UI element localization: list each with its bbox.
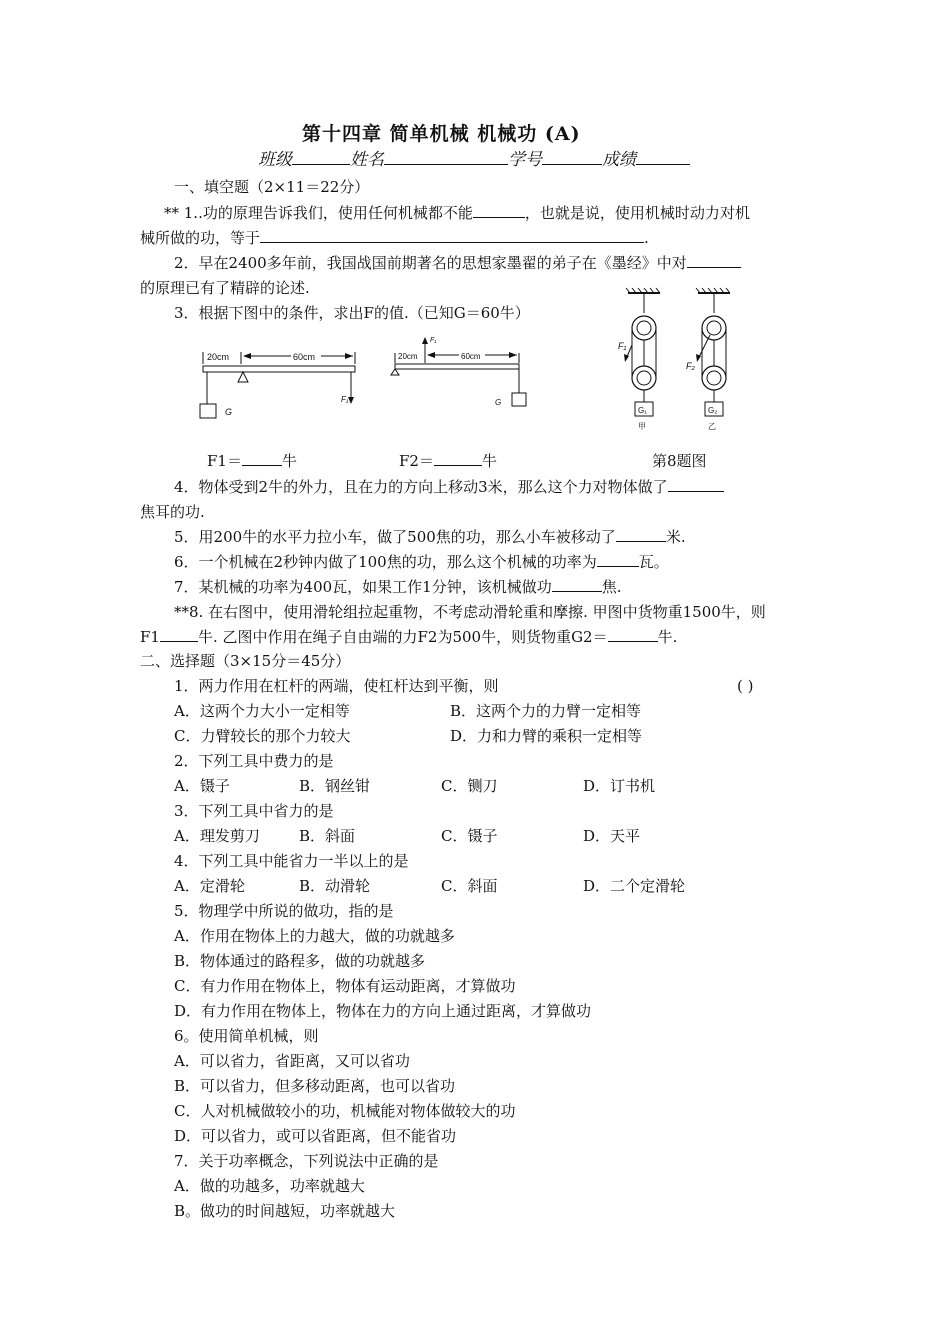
choice-q1-option-b[interactable]: B．这两个力的力臂一定相等 bbox=[450, 702, 642, 720]
fill-q8-line2: F1 牛. 乙图中作用在绳子自由端的力F2为500牛，则货物重G2＝ 牛. bbox=[140, 628, 678, 646]
fill-q4-blank[interactable] bbox=[668, 477, 724, 492]
fig1-weight-label: G bbox=[225, 407, 233, 417]
fig2-force-label: F₁ bbox=[430, 337, 437, 344]
fill-q6-blank[interactable] bbox=[597, 552, 639, 567]
choice-q2-option-c[interactable]: C．铡刀 bbox=[441, 777, 498, 795]
fill-q1-blank1[interactable] bbox=[473, 203, 525, 218]
fill-q1-line1: ** 1..功的原理告诉我们，使用任何机械都不能 ，也就是说，使用机械时动力对机 bbox=[164, 204, 750, 222]
fill-q5: 5．用200牛的水平力拉小车，做了500焦的功，那么小车被移动了 米. bbox=[174, 528, 686, 546]
pulley-f2-label: F₂ bbox=[686, 361, 695, 371]
choice-q3-option-c[interactable]: C．镊子 bbox=[441, 827, 498, 845]
choice-q4-option-d[interactable]: D．二个定滑轮 bbox=[583, 877, 686, 895]
choice-q4-option-b[interactable]: B．动滑轮 bbox=[299, 877, 371, 895]
answer-f1: F1＝ 牛 bbox=[207, 452, 297, 470]
choice-q5-option-b[interactable]: B．物体通过的路程多，做的功就越多 bbox=[174, 952, 426, 970]
choice-q7-stem: 7．关于功率概念，下列说法中正确的是 bbox=[174, 1152, 439, 1170]
choice-q1-bracket[interactable]: ( ) bbox=[737, 677, 754, 695]
choice-q3-option-d[interactable]: D．天平 bbox=[583, 827, 641, 845]
fig2-weight-label: G bbox=[495, 398, 502, 407]
choice-q7-option-a[interactable]: A．做的功越多，功率就越大 bbox=[174, 1177, 365, 1195]
fig2-label-60cm: 60cm bbox=[461, 352, 481, 361]
choice-q4-option-c[interactable]: C．斜面 bbox=[441, 877, 498, 895]
choice-q4-stem: 4．下列工具中能省力一半以上的是 bbox=[174, 852, 409, 870]
name-blank[interactable] bbox=[384, 150, 508, 165]
choice-q6-option-c[interactable]: C．人对机械做较小的功，机械能对物体做较大的功 bbox=[174, 1102, 516, 1120]
fill-q8-blank1[interactable] bbox=[160, 627, 198, 642]
class-label: 班级 bbox=[258, 150, 292, 170]
lever-figure-2 bbox=[385, 335, 535, 415]
fill-q7-blank[interactable] bbox=[552, 577, 602, 592]
section-choice-heading: 二、选择题（3×15分＝45分） bbox=[140, 652, 351, 670]
choice-q5-option-c[interactable]: C．有力作用在物体上，物体有运动距离，才算做功 bbox=[174, 977, 516, 995]
score-blank[interactable] bbox=[636, 150, 690, 165]
fill-q1-blank2[interactable] bbox=[260, 228, 644, 243]
fill-q2-blank[interactable] bbox=[687, 253, 741, 268]
id-blank[interactable] bbox=[542, 150, 602, 165]
fill-q2-line1: 2．早在2400多年前，我国战国前期著名的思想家墨翟的弟子在《墨经》中对 bbox=[174, 253, 741, 273]
choice-q2-option-b[interactable]: B．钢丝钳 bbox=[299, 777, 371, 795]
fill-q4-line1: 4．物体受到2牛的外力，且在力的方向上移动3米，那么这个力对物体做了 bbox=[174, 477, 724, 497]
fill-q2-line2: 的原理已有了精辟的论述. bbox=[140, 279, 310, 297]
class-blank[interactable] bbox=[292, 150, 350, 165]
choice-q1-option-d[interactable]: D．力和力臂的乘积一定相等 bbox=[450, 727, 643, 745]
choice-q4-option-a[interactable]: A．定滑轮 bbox=[174, 877, 245, 895]
section-fill-heading: 一、填空题（2×11＝22分） bbox=[174, 178, 370, 196]
pulley-figure bbox=[612, 285, 752, 435]
choice-q2-stem: 2．下列工具中费力的是 bbox=[174, 752, 334, 770]
answer-f2: F2＝ 牛 bbox=[399, 452, 497, 470]
choice-q6-stem: 6。使用简单机械，则 bbox=[174, 1027, 319, 1045]
pulley-g2-label: G₂ bbox=[708, 406, 718, 415]
fill-q7: 7．某机械的功率为400瓦，如果工作1分钟，该机械做功 焦. bbox=[174, 578, 622, 596]
fig1-label-20cm: 20cm bbox=[207, 352, 230, 362]
fig1-force-label: F₁ bbox=[341, 395, 349, 404]
choice-q3-stem: 3．下列工具中省力的是 bbox=[174, 802, 334, 820]
fig2-label-20cm: 20cm bbox=[398, 352, 418, 361]
choice-q2-option-a[interactable]: A．镊子 bbox=[174, 777, 230, 795]
name-label: 姓名 bbox=[350, 150, 384, 170]
fill-q6: 6．一个机械在2秒钟内做了100焦的功，那么这个机械的功率为 瓦。 bbox=[174, 553, 669, 571]
fill-q8-blank2[interactable] bbox=[608, 627, 658, 642]
choice-q5-stem: 5．物理学中所说的做功，指的是 bbox=[174, 902, 394, 920]
choice-q1-option-a[interactable]: A．这两个力大小一定相等 bbox=[174, 702, 350, 720]
choice-q2-option-d[interactable]: D．订书机 bbox=[583, 777, 656, 795]
fill-q8-line1: **8. 在右图中，使用滑轮组拉起重物，不考虑动滑轮重和摩擦. 甲图中货物重1500牛，则 bbox=[174, 603, 766, 621]
pulley-g1-label: G₁ bbox=[638, 406, 647, 415]
pulley-f1-label: F₁ bbox=[618, 341, 627, 351]
id-label: 学号 bbox=[508, 150, 542, 170]
choice-q3-option-a[interactable]: A．理发剪刀 bbox=[174, 827, 260, 845]
lever-figure-1 bbox=[195, 342, 365, 432]
fill-q3-stem: 3．根据下图中的条件，求出F的值.（已知G＝60牛） bbox=[174, 304, 530, 322]
pulley-caption-yi: 乙 bbox=[708, 422, 716, 431]
choice-q1-option-c[interactable]: C．力臂较长的那个力较大 bbox=[174, 727, 351, 745]
figure-caption: 第8题图 bbox=[652, 452, 707, 470]
choice-q6-option-b[interactable]: B．可以省力，但多移动距离，也可以省功 bbox=[174, 1077, 456, 1095]
choice-q3-option-b[interactable]: B．斜面 bbox=[299, 827, 356, 845]
fill-q5-blank[interactable] bbox=[616, 527, 666, 542]
choice-q5-option-a[interactable]: A．作用在物体上的力越大，做的功就越多 bbox=[174, 927, 455, 945]
choice-q6-option-d[interactable]: D．可以省力，或可以省距离，但不能省功 bbox=[174, 1127, 457, 1145]
score-label: 成绩 bbox=[602, 150, 636, 170]
choice-q7-option-b[interactable]: B。做功的时间越短，功率就越大 bbox=[174, 1202, 396, 1220]
fill-q1-line2: 械所做的功，等于 . bbox=[140, 229, 649, 247]
fill-q4-line2: 焦耳的功. bbox=[140, 503, 205, 521]
choice-q1-stem: 1．两力作用在杠杆的两端，使杠杆达到平衡，则 bbox=[174, 677, 499, 695]
student-info-line bbox=[258, 150, 690, 170]
fig1-label-60cm: 60cm bbox=[293, 352, 316, 362]
answer-f2-blank[interactable] bbox=[434, 451, 482, 466]
answer-f1-blank[interactable] bbox=[242, 451, 282, 466]
page-title: 第十四章 简单机械 机械功 (A) bbox=[302, 123, 581, 145]
choice-q5-option-d[interactable]: D．有力作用在物体上，物体在力的方向上通过距离，才算做功 bbox=[174, 1002, 592, 1020]
pulley-caption-jia: 甲 bbox=[638, 422, 646, 431]
choice-q6-option-a[interactable]: A．可以省力，省距离，又可以省功 bbox=[174, 1052, 410, 1070]
